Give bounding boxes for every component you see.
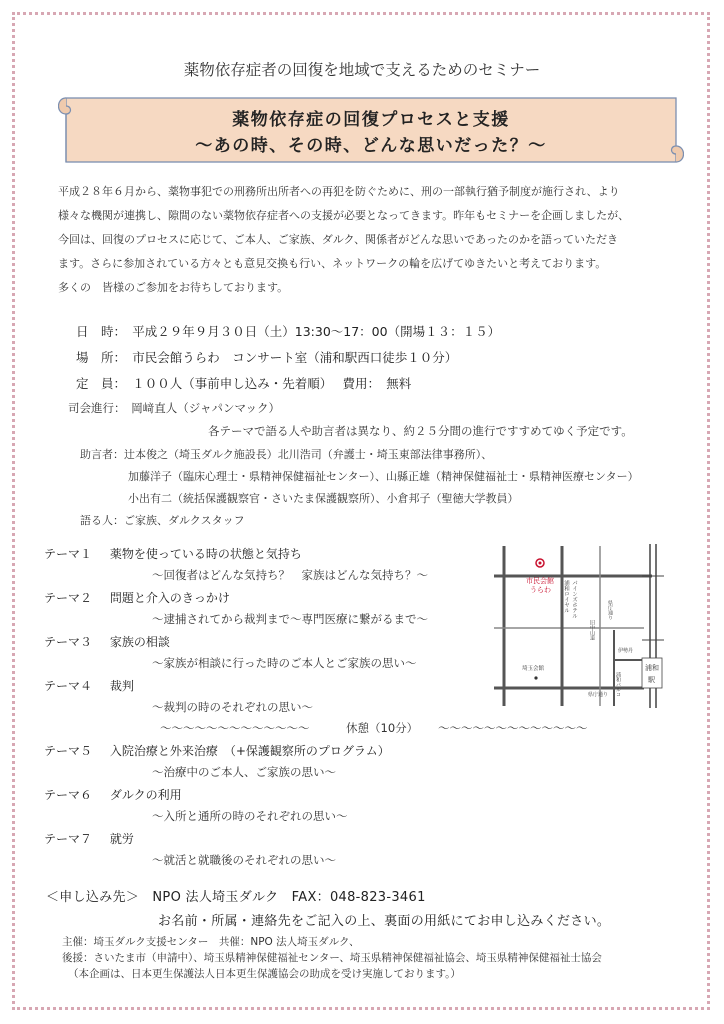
apply-note: お名前・所属・連絡先をご記入の上、裏面の用紙にてお申し込みください。	[158, 914, 611, 929]
theme-4	[44, 677, 134, 694]
event-place: 場 所： 市民会館うらわ コンサート室（浦和駅西口徒歩１０分）	[76, 350, 458, 365]
theme-title: 裁判	[109, 679, 134, 693]
event-mc: 司会進行： 岡﨑直人（ジャパンマック）	[68, 401, 281, 415]
theme-6	[44, 786, 182, 803]
theme-title: 家族の相談	[109, 635, 170, 649]
speakers-line: 語る人：ご家族、ダルクスタッフ	[80, 514, 245, 527]
main-title: 薬物依存症の回復プロセスと支援	[232, 110, 510, 130]
map-landmark-label: 伊勢丹	[618, 648, 634, 654]
event-capacity: 定 員： １００人（事前申し込み・先着順） 費用： 無料	[76, 376, 412, 391]
advisors-line: 小出有二（統括保護観察官・さいたま保護観察所）、小倉邦子（聖徳大学教員）	[128, 492, 519, 505]
break-line-left: ～～～～～～～～～～～～～	[160, 721, 310, 735]
title-banner	[58, 92, 684, 170]
theme-label: テーマ７	[44, 832, 93, 846]
theme-title: 就労	[109, 832, 134, 846]
theme-label: テーマ４	[44, 679, 93, 693]
theme-sub: ～家族が相談に行った時のご本人とご家族の思い～	[152, 656, 417, 670]
intro-paragraph	[58, 180, 684, 300]
map-venue-label: 市民会館	[526, 578, 554, 585]
host-info: 主催：埼玉ダルク支援センター 共催：NPO 法人埼玉ダルク、	[62, 936, 360, 948]
map-landmark-label: 埼玉会館	[522, 666, 545, 672]
intro-line: 平成２８年６月から、薬物事犯での刑務所出所者への再犯を防ぐために、刑の一部執行猶予制度が施行され、より	[58, 185, 620, 198]
theme-label: テーマ２	[44, 591, 93, 605]
theme-title: ダルクの利用	[109, 788, 182, 802]
map-hotel-label: 浦和ロイヤル	[563, 580, 569, 613]
map-road-label: 旧中山道	[589, 620, 595, 640]
svg-text:駅: 駅	[648, 677, 655, 684]
map-road-label: 県庁通り	[588, 692, 609, 698]
support-info: 後援：さいたま市（申請中）、埼玉県精神保健福祉センター、埼玉県精神保健福祉協会、埼玉県精神保健福祉士協会	[62, 952, 602, 964]
theme-sub: ～回復者はどんな気持ち？ 家族はどんな気持ち？～	[152, 568, 428, 582]
theme-sub: ～入所と通所の時のそれぞれの思い～	[152, 809, 348, 823]
theme-title: 薬物を使っている時の状態と気持ち	[109, 547, 302, 561]
theme-title: 問題と介入のきっかけ	[109, 591, 230, 605]
sub-title: ～あの時、その時、どんな思いだった？～	[195, 136, 547, 156]
theme-sub: ～就活と就職後のそれぞれの思い～	[152, 853, 336, 867]
intro-line: 様々な機関が連携し、隙間のない薬物依存症者への支援が必要となってきます。昨年もセミナーを企画しましたが、	[58, 209, 630, 222]
theme-sub: ～逮捕されてから裁判まで～専門医療に繋がるまで～	[152, 612, 428, 626]
theme-label: テーマ５	[44, 744, 93, 758]
theme-1	[44, 545, 302, 562]
svg-text:うらわ: うらわ	[530, 587, 551, 594]
intro-line: 多くの 皆様のご参加をお待ちしております。	[58, 281, 289, 294]
map-landmark-label: 浦和パルコ	[615, 672, 621, 697]
map-station-label: 浦和	[645, 665, 659, 672]
map-road-label: 県庁通り	[607, 600, 613, 620]
theme-label: テーマ６	[44, 788, 93, 802]
apply-info: ＜申し込み先＞ NPO 法人埼玉ダルク FAX：048-823-3461	[46, 890, 426, 905]
break-line-right: ～～～～～～～～～～～～～	[438, 721, 588, 735]
svg-text:パインズホテル: パインズホテル	[571, 580, 577, 619]
theme-sub: ～治療中のご本人、ご家族の思い～	[152, 765, 336, 779]
grant-info: （本企画は、日本更生保護法人日本更生保護協会の助成を受け実施しております。）	[68, 968, 461, 980]
theme-label: テーマ１	[44, 547, 93, 561]
theme-title: 入院治療と外来治療 （+保護観察所のプログラム）	[109, 744, 390, 758]
seminar-title: 薬物依存症者の回復を地域で支えるためのセミナー	[183, 61, 541, 79]
theme-5	[44, 742, 390, 759]
advisors-line: 助言者：辻本俊之（埼玉ダルク施設長）北川浩司（弁護士・埼玉東部法律事務所）、	[80, 448, 493, 461]
event-note: 各テーマで語る人や助言者は異なり、約２５分間の進行ですすめてゆく予定です。	[208, 424, 633, 438]
map-illustration	[492, 540, 676, 712]
advisors-line: 加藤洋子（臨床心理士・県精神保健福祉センター）、山縣正雄（精神保健福祉士・県精神医療センター）	[128, 470, 639, 483]
event-date: 日 時： 平成２９年９月３０日（土）13:30～17：00（開場１３：１５）	[76, 324, 501, 339]
intro-line: 今回は、回復のプロセスに応じて、ご本人、ご家族、ダルク、関係者がどんな思いであったのかを語っていただき	[58, 233, 619, 246]
theme-label: テーマ３	[44, 635, 93, 649]
theme-3	[44, 633, 170, 650]
theme-2	[44, 589, 230, 606]
theme-7	[44, 830, 134, 847]
intro-line: ます。さらに参加されている方々とも意見交換も行い、ネットワークの輪を広げてゆきたいと考えております。	[58, 257, 607, 270]
break-label: 休憩（10分）	[346, 721, 419, 735]
access-map	[492, 540, 676, 712]
theme-sub: ～裁判の時のそれぞれの思い～	[152, 700, 313, 714]
